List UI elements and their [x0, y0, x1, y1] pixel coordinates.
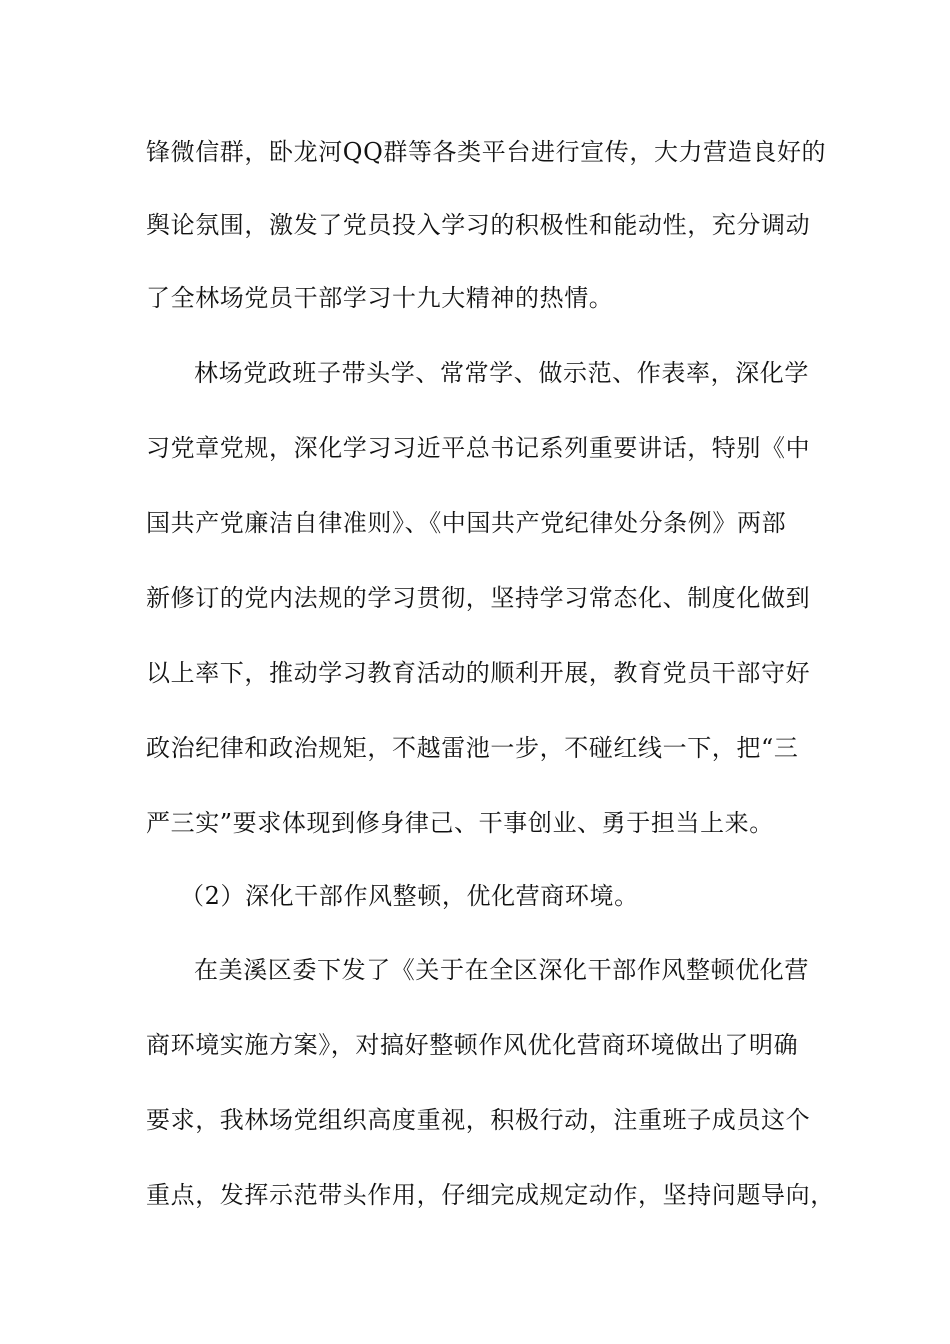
text-line-12: 在美溪区委下发了《关于在全区深化干部作风整顿优化营 [194, 956, 809, 984]
text-line-4: 林场党政班子带头学、常常学、做示范、作表率，深化学 [194, 359, 809, 387]
text-line-1: 锋微信群，卧龙河QQ群等各类平台进行宣传，大力营造良好的 [146, 138, 827, 166]
text-line-13: 商环境实施方案》，对搞好整顿作风优化营商环境做出了明确 [146, 1031, 799, 1059]
text-line-5: 习党章党规，深化学习习近平总书记系列重要讲话，特别《中 [146, 434, 811, 462]
text-line-8: 以上率下，推动学习教育活动的顺利开展，教育党员干部守好 [146, 659, 811, 687]
text-line-10: 严三实”要求体现到修身律己、干事创业、勇于担当上来。 [146, 809, 774, 837]
text-line-14: 要求，我林场党组织高度重视，积极行动，注重班子成员这个 [146, 1106, 811, 1134]
section-heading: （2）深化干部作风整顿，优化营商环境。 [180, 882, 639, 910]
text-line-3: 了全林场党员干部学习十九大精神的热情。 [146, 284, 614, 312]
text-line-15: 重点，发挥示范带头作用，仔细完成规定动作，坚持问题导向， [146, 1181, 835, 1209]
text-line-6: 国共产党廉洁自律准则》、《中国共产党纪律处分条例》两部 [146, 509, 787, 537]
text-line-9: 政治纪律和政治规矩，不越雷池一步，不碰红线一下，把“三 [146, 734, 799, 762]
text-line-2: 舆论氛围，激发了党员投入学习的积极性和能动性，充分调动 [146, 211, 811, 239]
text-line-7: 新修订的党内法规的学习贯彻，坚持学习常态化、制度化做到 [146, 584, 811, 612]
